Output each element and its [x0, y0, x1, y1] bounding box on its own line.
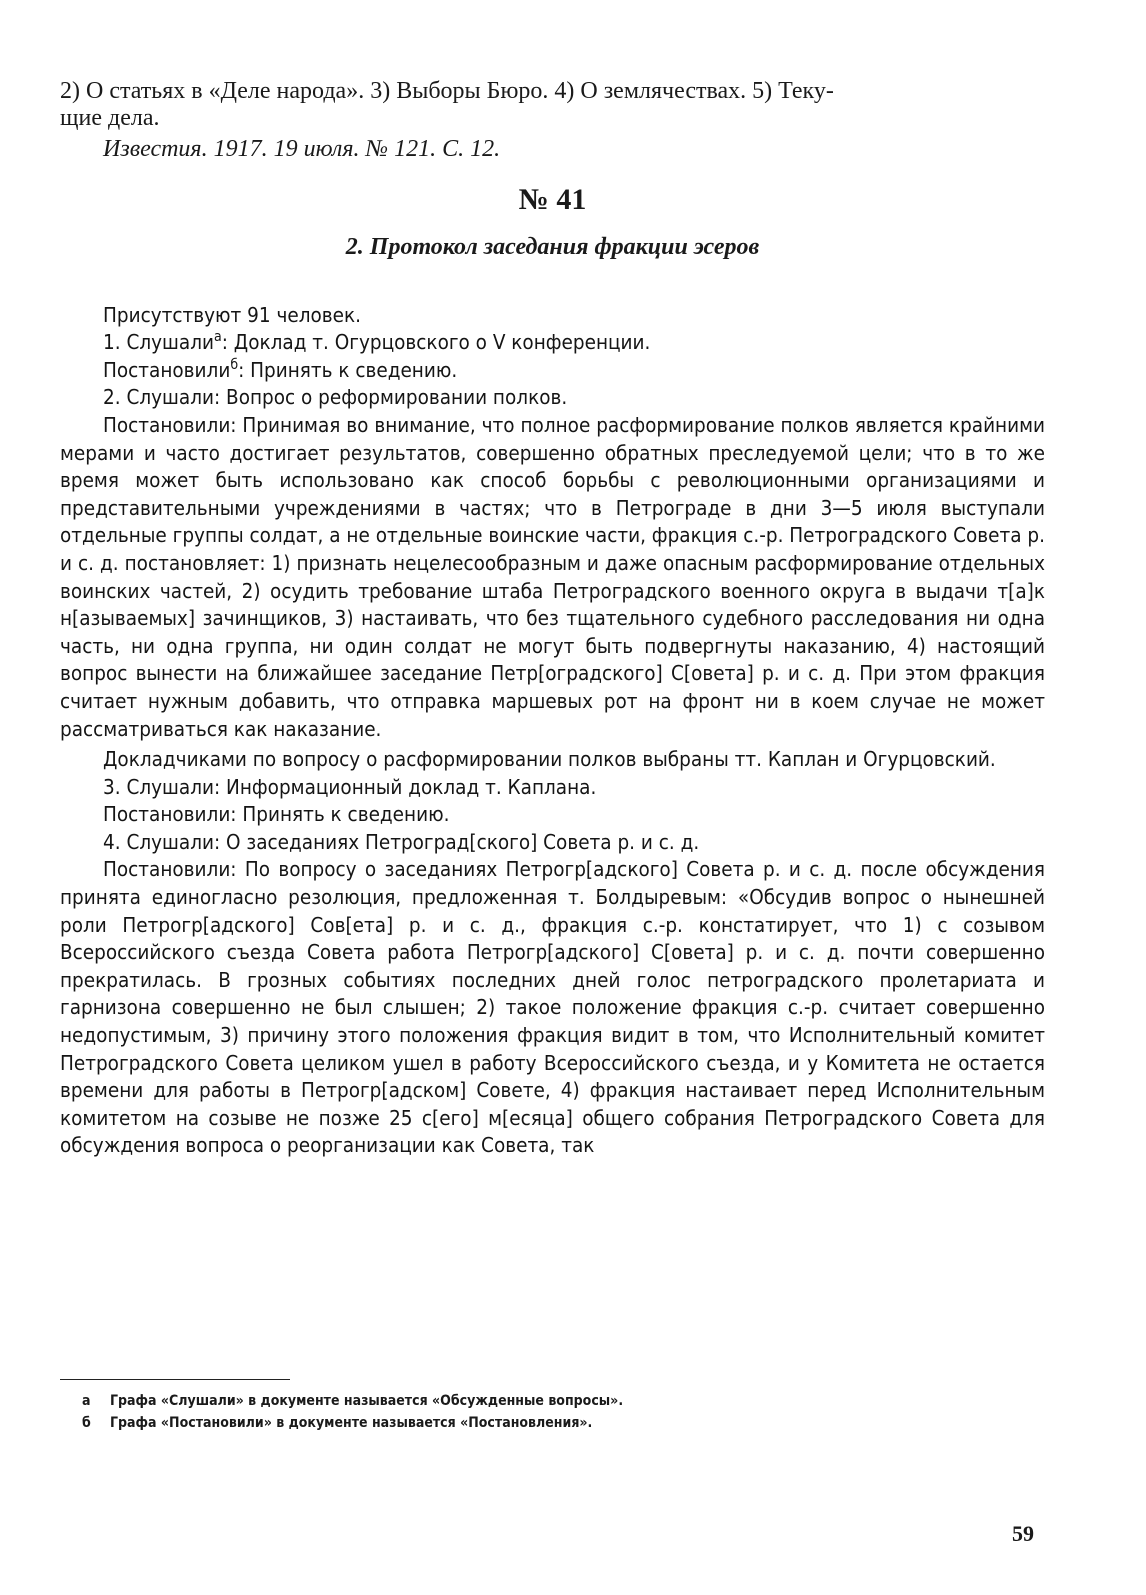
paragraph-decision-2: Постановили: Принимая во внимание, что полное расформирование полков является крайними мерами и часто достигает результатов, совершенно обратных преследуемой цели; что в то же время может быть использовано как способ борьбы с революционными организациями и представительными учреждениями в частях; что в Петрограде в дни 3—5 июля выступали отдельные группы солдат, а не отдельные воинские части, фракция с.-р. Петроградского Совета р. и с. д. постановляет: 1) признать нецелесообразным и даже опасным расформирование отдельных воинских частей, 2) осудить требование штаба Петроградского военного округа в выдачи т[а]к н[азываемых] зачинщиков, 3) настаивать, что без тщательного судебного расследования ни одна часть, ни одна группа, ни один солдат не могут быть подвергнуты наказанию, 4) настоящий вопрос вынести на ближайшее заседание Петр[оградского] С[овета] р. и с. д. При этом фракция считает нужным добавить, что отправка маршевых рот на фронт ни в коем случае не может рассматриваться как наказание.: [60, 412, 1045, 741]
footnote-b-text: Графа «Постановили» в документе называется «Постановления».: [110, 1415, 593, 1431]
footnote-a-text: Графа «Слушали» в документе называется «Обсужденные вопросы».: [110, 1393, 624, 1409]
decision-1-text: : Принять к сведению.: [238, 357, 458, 382]
paragraph-item-3: 3. Слушали: Информационный доклад т. Каплана.: [103, 774, 597, 799]
paragraph-decision-4: Постановили: По вопросу о заседаниях Петрогр[адского] Совета р. и с. д. после обсуждения принята единогласно резолюция, предложенная т. Болдыревым: «Обсудив вопрос о нынешней роли Петрогр[адского] Сов[ета] р. и с. д., фракция с.-р. констатирует, что 1) с созывом Всероссийского съезда Совета работа Петрогр[адского] С[овета] р. и с. д. почти совершенно прекратилась. В грозных событиях последних дней голос петроградского пролетариата и гарнизона совершенно не был слышен; 2) такое положение фракция с.-р. считает совершенно недопустимым, 3) причину этого положения фракция видит в том, что Исполнительный комитет Петроградского Совета целиком ушел в работу Всероссийского съезда, и у Комитета не остается времени для работы в Петрогр[адском] Совете, 4) фракция настаивает перед Исполнительным комитетом на созыве не позже 25 с[его] м[есяца] общего собрания Петроградского Совета для обсуждения вопроса о реорганизации как Совета, так: [60, 857, 1045, 1158]
source-citation: Известия. 1917. 19 июля. № 121. С. 12.: [103, 135, 501, 162]
paragraph-item-2: 2. Слушали: Вопрос о реформировании полков.: [103, 385, 568, 410]
footnote-a-mark: а: [82, 1393, 91, 1409]
continuation-line-2: щие дела.: [60, 105, 160, 132]
paragraph-decision-3: Постановили: Принять к сведению.: [103, 802, 450, 827]
continuation-line-1: 2) О статьях в «Деле народа». 3) Выборы Бюро. 4) О землячествах. 5) Теку-: [60, 78, 834, 104]
text-column: [60, 78, 1045, 1160]
protocol-body: [60, 302, 1045, 1160]
page-number: 59: [1012, 1521, 1034, 1546]
document-title: 2. Протокол заседания фракции эсеров: [345, 233, 760, 260]
paragraph-item-4: 4. Слушали: О заседаниях Петроград[ского] Совета р. и с. д.: [103, 829, 700, 854]
decision-1-label: Постановили: [103, 357, 231, 382]
footnote-a: [60, 1390, 860, 1412]
document-number: № 41: [518, 182, 587, 216]
footnote-b: [60, 1412, 860, 1434]
footnote-ref-b: б: [230, 356, 239, 373]
paragraph-speakers: Докладчиками по вопросу о расформировании полков выбраны тт. Каплан и Огурцовский.: [103, 747, 996, 772]
footnote-b-mark: б: [82, 1415, 91, 1431]
item-1-label: 1. Слушали: [103, 330, 214, 355]
paragraph-attendance: Присутствуют 91 человек.: [103, 302, 362, 327]
paragraph-decision-1: [60, 357, 1045, 385]
paragraph-item-1: [60, 329, 1045, 357]
footnote-ref-a: а: [213, 329, 222, 346]
item-1-text: : Доклад т. Огурцовского о V конференции.: [221, 330, 651, 355]
footnotes: [60, 1390, 860, 1434]
footnote-divider: [60, 1379, 290, 1380]
